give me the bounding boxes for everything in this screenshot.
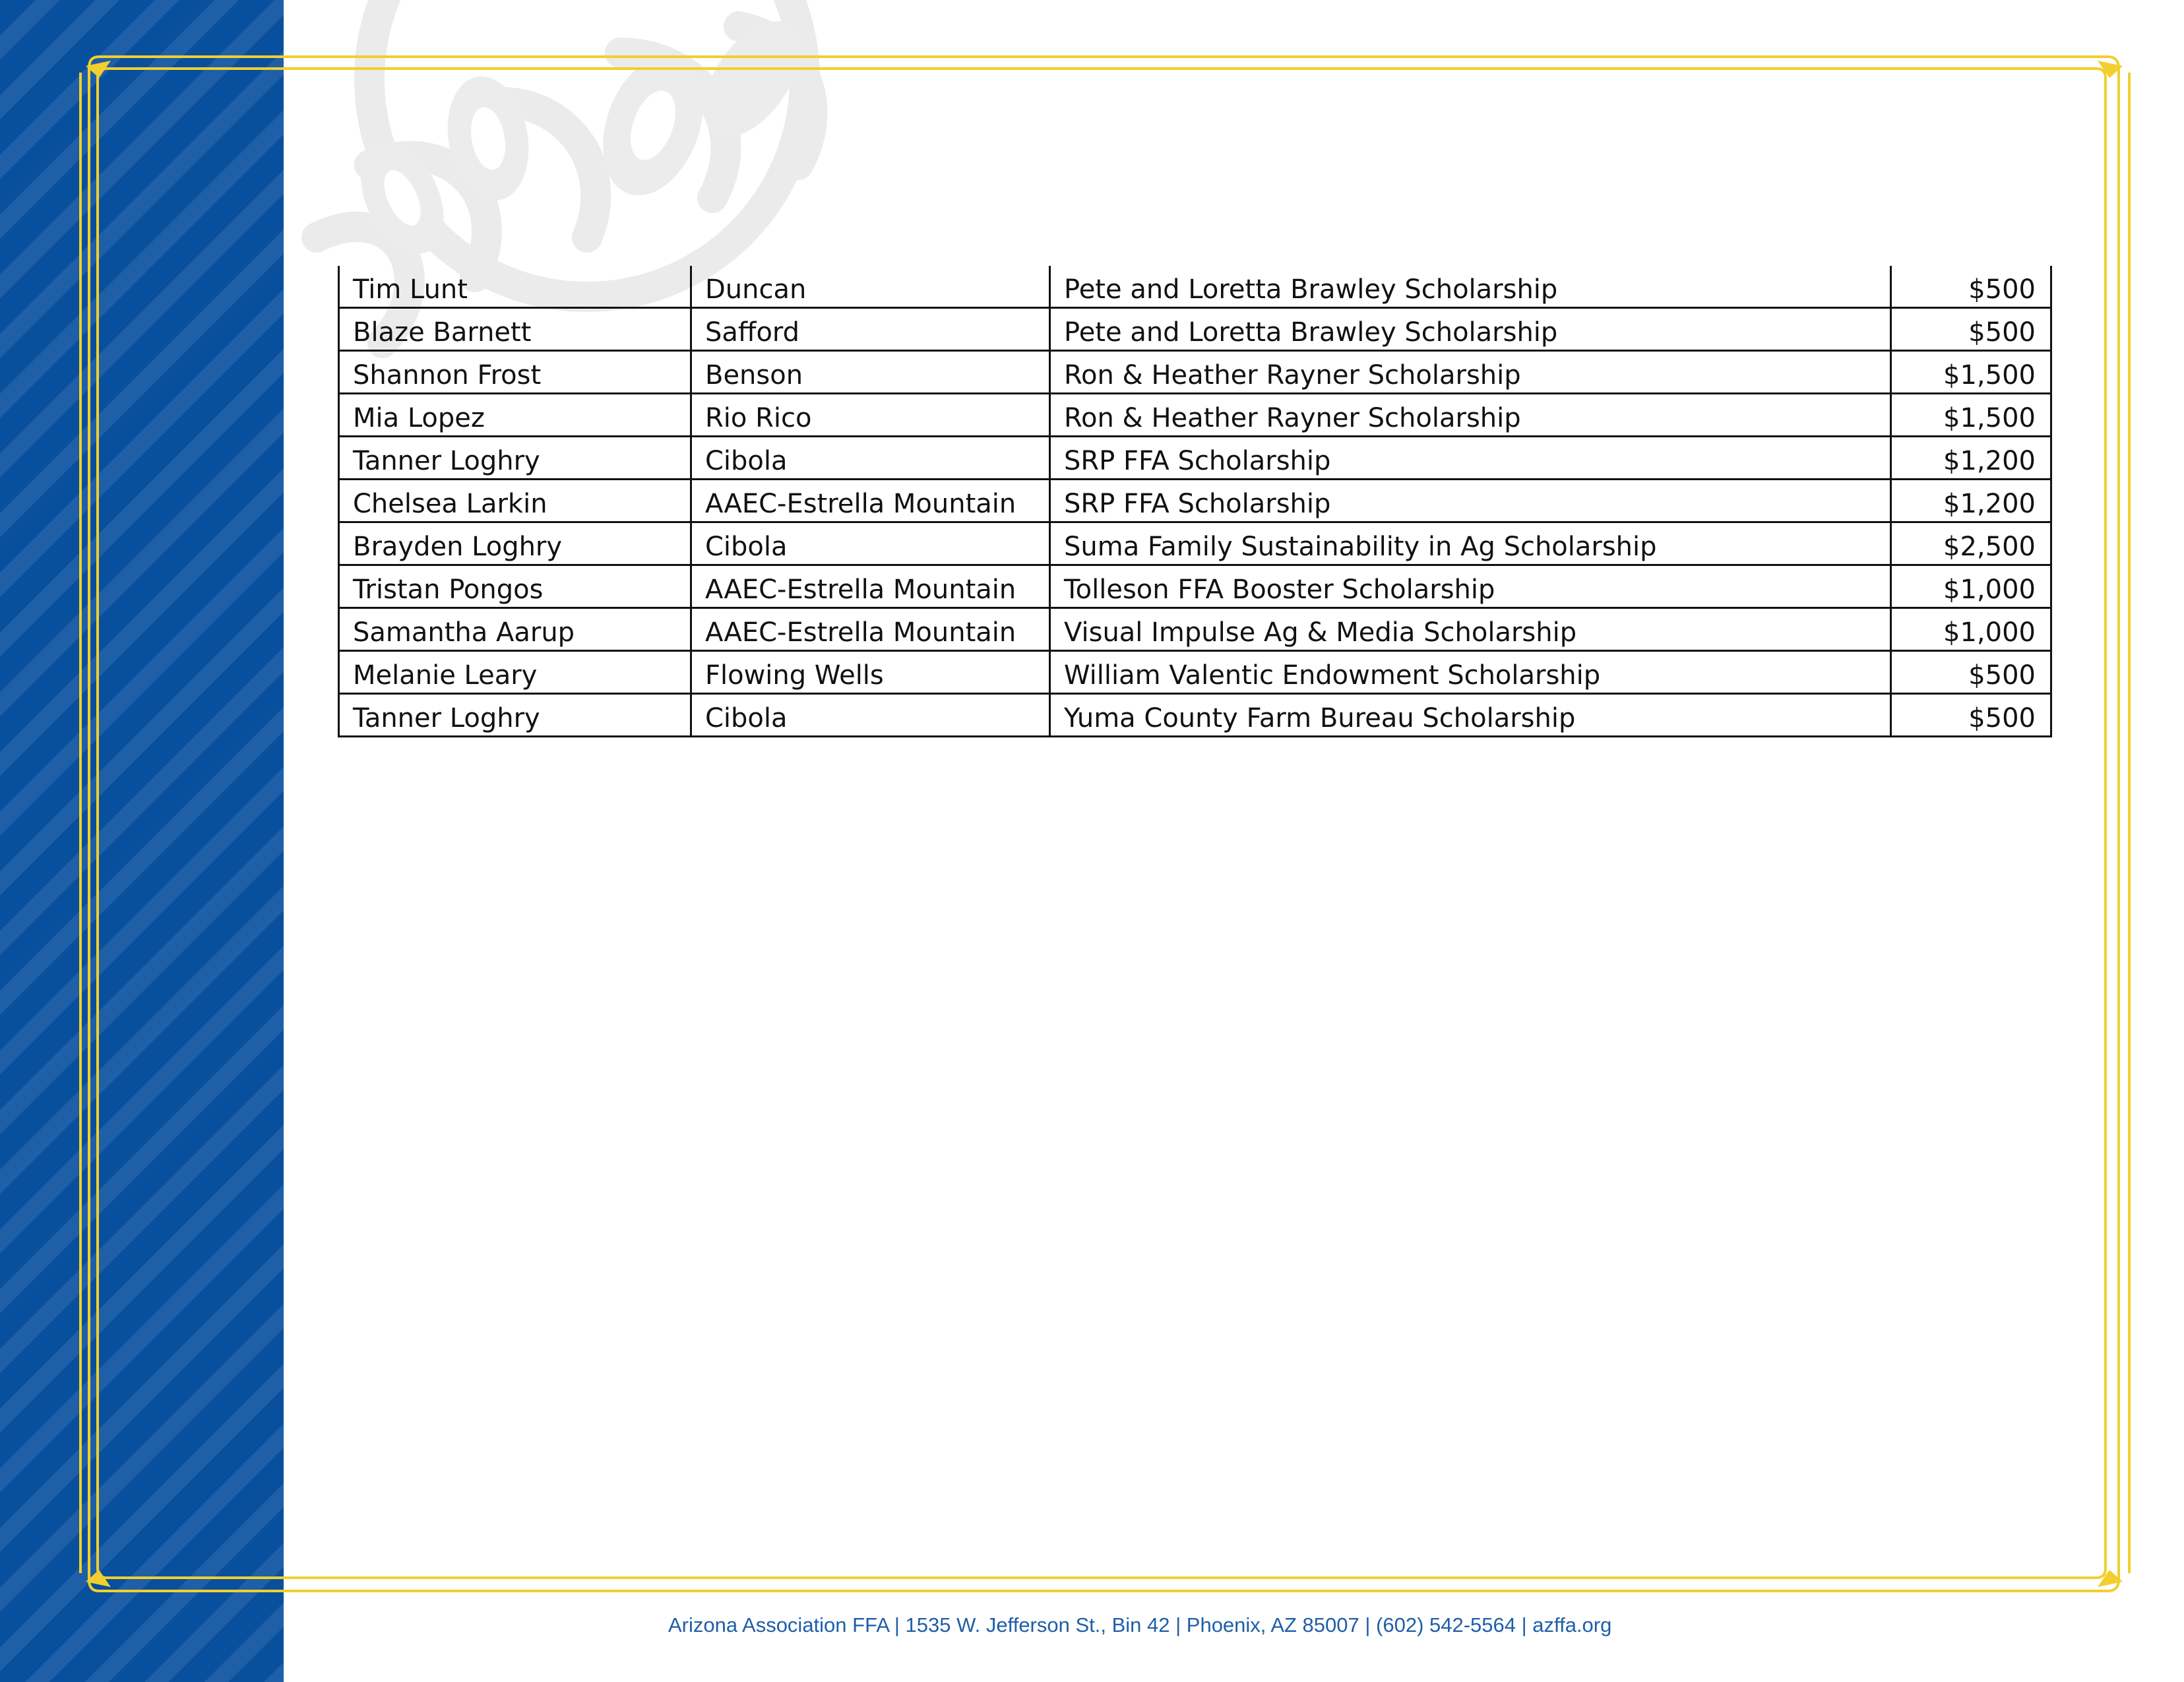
award-amount: $1,000 [1891,565,2051,608]
table-row [339,394,2051,437]
recipient-name: Chelsea Larkin [339,480,691,522]
recipient-name: Mia Lopez [339,394,691,437]
chapter-name: Safford [691,308,1050,351]
table-row [339,694,2051,737]
scholarship-name: Tolleson FFA Booster Scholarship [1050,565,1891,608]
chapter-name: Rio Rico [691,394,1050,437]
scholarship-name: SRP FFA Scholarship [1050,480,1891,522]
recipient-name: Melanie Leary [339,651,691,694]
chapter-name: Benson [691,351,1050,394]
award-amount: $500 [1891,308,2051,351]
chapter-name: Duncan [691,266,1050,308]
chapter-name: Flowing Wells [691,651,1050,694]
award-amount: $1,000 [1891,608,2051,651]
chapter-name: Cibola [691,694,1050,737]
table-row [339,308,2051,351]
recipient-name: Brayden Loghry [339,522,691,565]
award-amount: $500 [1891,651,2051,694]
recipient-name: Blaze Barnett [339,308,691,351]
scholarship-name: Suma Family Sustainability in Ag Scholarship [1050,522,1891,565]
table-row [339,437,2051,480]
award-amount: $1,200 [1891,437,2051,480]
chapter-name: AAEC-Estrella Mountain [691,480,1050,522]
table-row [339,608,2051,651]
award-amount: $1,500 [1891,351,2051,394]
award-amount: $1,200 [1891,480,2051,522]
table-row [339,351,2051,394]
footer-contact: Arizona Association FFA | 1535 W. Jefferson St., Bin 42 | Phoenix, AZ 85007 | (602) 542-5564 | azffa.org [668,1613,1612,1636]
award-amount: $500 [1891,266,2051,308]
chapter-name: Cibola [691,437,1050,480]
scholarship-name: Visual Impulse Ag & Media Scholarship [1050,608,1891,651]
recipient-name: Shannon Frost [339,351,691,394]
award-amount: $500 [1891,694,2051,737]
chapter-name: AAEC-Estrella Mountain [691,608,1050,651]
table-row [339,522,2051,565]
scholarship-table [338,266,2052,737]
recipient-name: Samantha Aarup [339,608,691,651]
table-row [339,480,2051,522]
chapter-name: AAEC-Estrella Mountain [691,565,1050,608]
scholarship-name: William Valentic Endowment Scholarship [1050,651,1891,694]
scholarship-name: Pete and Loretta Brawley Scholarship [1050,266,1891,308]
scholarship-name: Yuma County Farm Bureau Scholarship [1050,694,1891,737]
recipient-name: Tristan Pongos [339,565,691,608]
table-row [339,651,2051,694]
award-amount: $1,500 [1891,394,2051,437]
table-row [339,266,2051,308]
scholarship-name: Pete and Loretta Brawley Scholarship [1050,308,1891,351]
recipient-name: Tim Lunt [339,266,691,308]
table-row [339,565,2051,608]
recipient-name: Tanner Loghry [339,694,691,737]
award-amount: $2,500 [1891,522,2051,565]
scholarship-name: Ron & Heather Rayner Scholarship [1050,394,1891,437]
recipient-name: Tanner Loghry [339,437,691,480]
scholarship-name: SRP FFA Scholarship [1050,437,1891,480]
scholarship-name: Ron & Heather Rayner Scholarship [1050,351,1891,394]
chapter-name: Cibola [691,522,1050,565]
